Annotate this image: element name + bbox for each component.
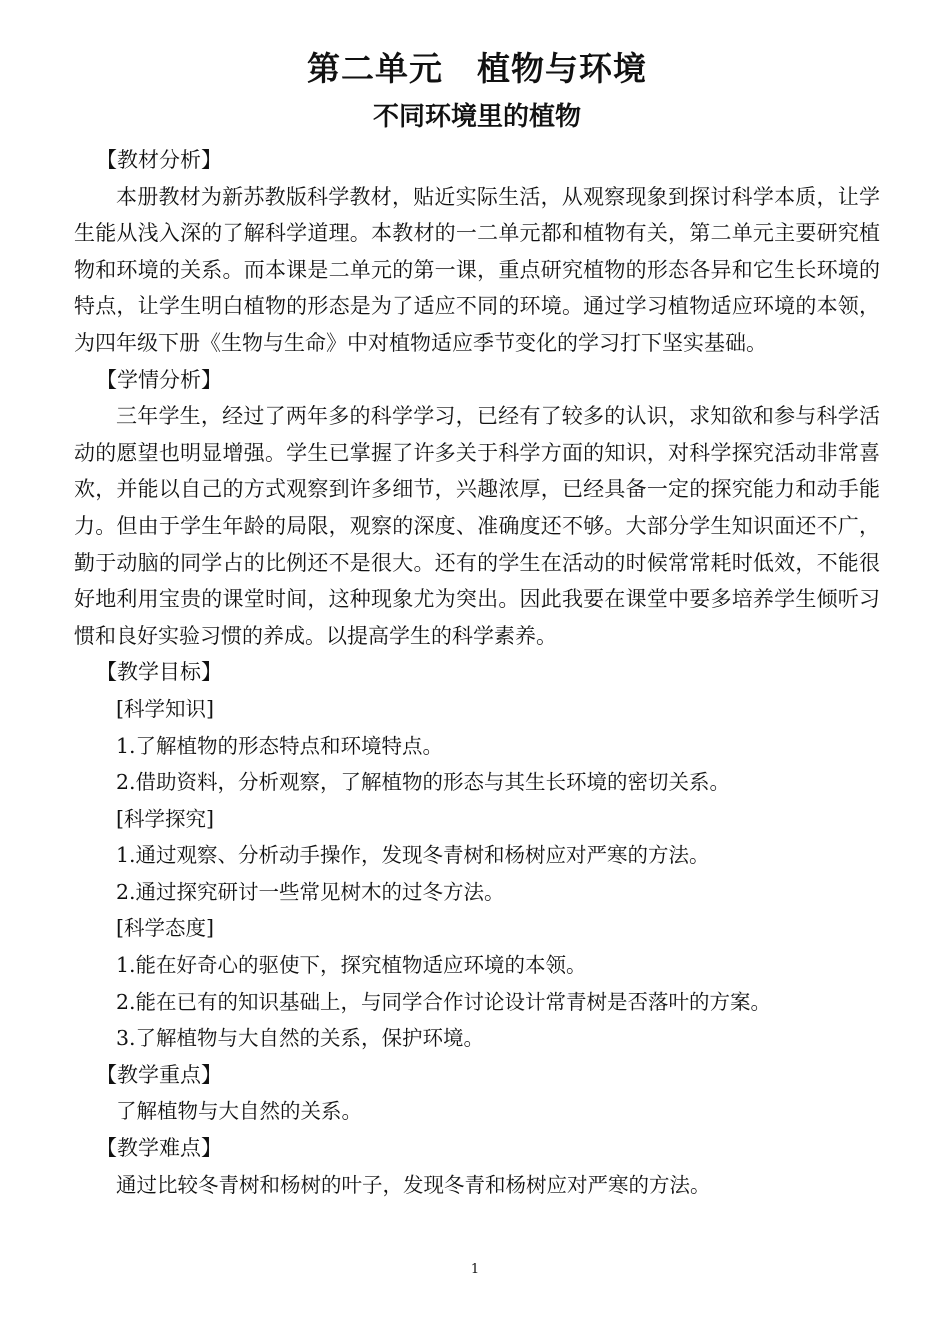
science-inquiry-label: [科学探究] <box>116 806 214 831</box>
difficult-points-heading: 【教学难点】 <box>96 1136 222 1161</box>
page-number: 1 <box>470 1262 480 1277</box>
list-item: 3.了解植物与大自然的关系，保护环境。 <box>116 1026 485 1051</box>
list-item: 1.通过观察、分析动手操作，发现冬青树和杨树应对严寒的方法。 <box>116 843 710 868</box>
list-item: 1.能在好奇心的驱使下，探究植物适应环境的本领。 <box>116 953 587 978</box>
science-knowledge-label: [科学知识] <box>116 696 214 721</box>
science-attitude-label: [科学态度] <box>116 916 214 941</box>
lesson-subtitle: 不同环境里的植物 <box>372 102 581 132</box>
student-analysis-paragraph: 三年学生，经过了两年多的科学学习，已经有了较多的认识，求知欲和参与科学活动的愿望也明显增强。学生已掌握了许多关于科学方面的知识，对科学探究活动非常喜欢，并能以自己的方式观察到许多细节，兴趣浓厚，已经具备一定的探究能力和动手能力。但由于学生年龄的局限，观察的深度、准确度还不够。大部分学生知识面还不广，勤于动脑的同学占的比例还不是很大。还有的学生在活动的时候常常耗时低效，不能很好地利用宝贵的课堂时间，这种现象尤为突出。因此我要在课堂中要多培养学生倾听习惯和良好实验习惯的养成。以提高学生的科学素养。 <box>74 404 880 648</box>
list-item: 1.了解植物的形态特点和环境特点。 <box>116 733 444 758</box>
list-item: 2.借助资料，分析观察，了解植物的形态与其生长环境的密切关系。 <box>116 770 731 795</box>
key-points-heading: 【教学重点】 <box>96 1062 222 1087</box>
textbook-analysis-heading: 【教材分析】 <box>96 148 222 172</box>
document-page <box>74 44 880 1203</box>
list-item: 2.能在已有的知识基础上，与同学合作讨论设计常青树是否落叶的方案。 <box>116 989 772 1014</box>
document-title: 第二单元 植物与环境 <box>307 49 647 88</box>
student-analysis-heading: 【学情分析】 <box>96 367 222 392</box>
key-points-text: 了解植物与大自然的关系。 <box>116 1099 362 1124</box>
teaching-goals-heading: 【教学目标】 <box>96 660 222 685</box>
textbook-analysis-paragraph: 本册教材为新苏教版科学教材，贴近实际生活，从观察现象到探讨科学本质，让学生能从浅入深的了解科学道理。本教材的一二单元都和植物有关，第二单元主要研究植物和环境的关系。而本课是二单元的第一课，重点研究植物的形态各异和它生长环境的特点，让学生明白植物的形态是为了适应不同的环境。通过学习植物适应环境的本领，为四年级下册《生物与生命》中对植物适应季节变化的学习打下坚实基础。 <box>74 184 880 355</box>
list-item: 2.通过探究研讨一些常见树木的过冬方法。 <box>116 879 505 904</box>
difficult-points-text: 通过比较冬青树和杨树的叶子，发现冬青和杨树应对严寒的方法。 <box>116 1172 711 1197</box>
